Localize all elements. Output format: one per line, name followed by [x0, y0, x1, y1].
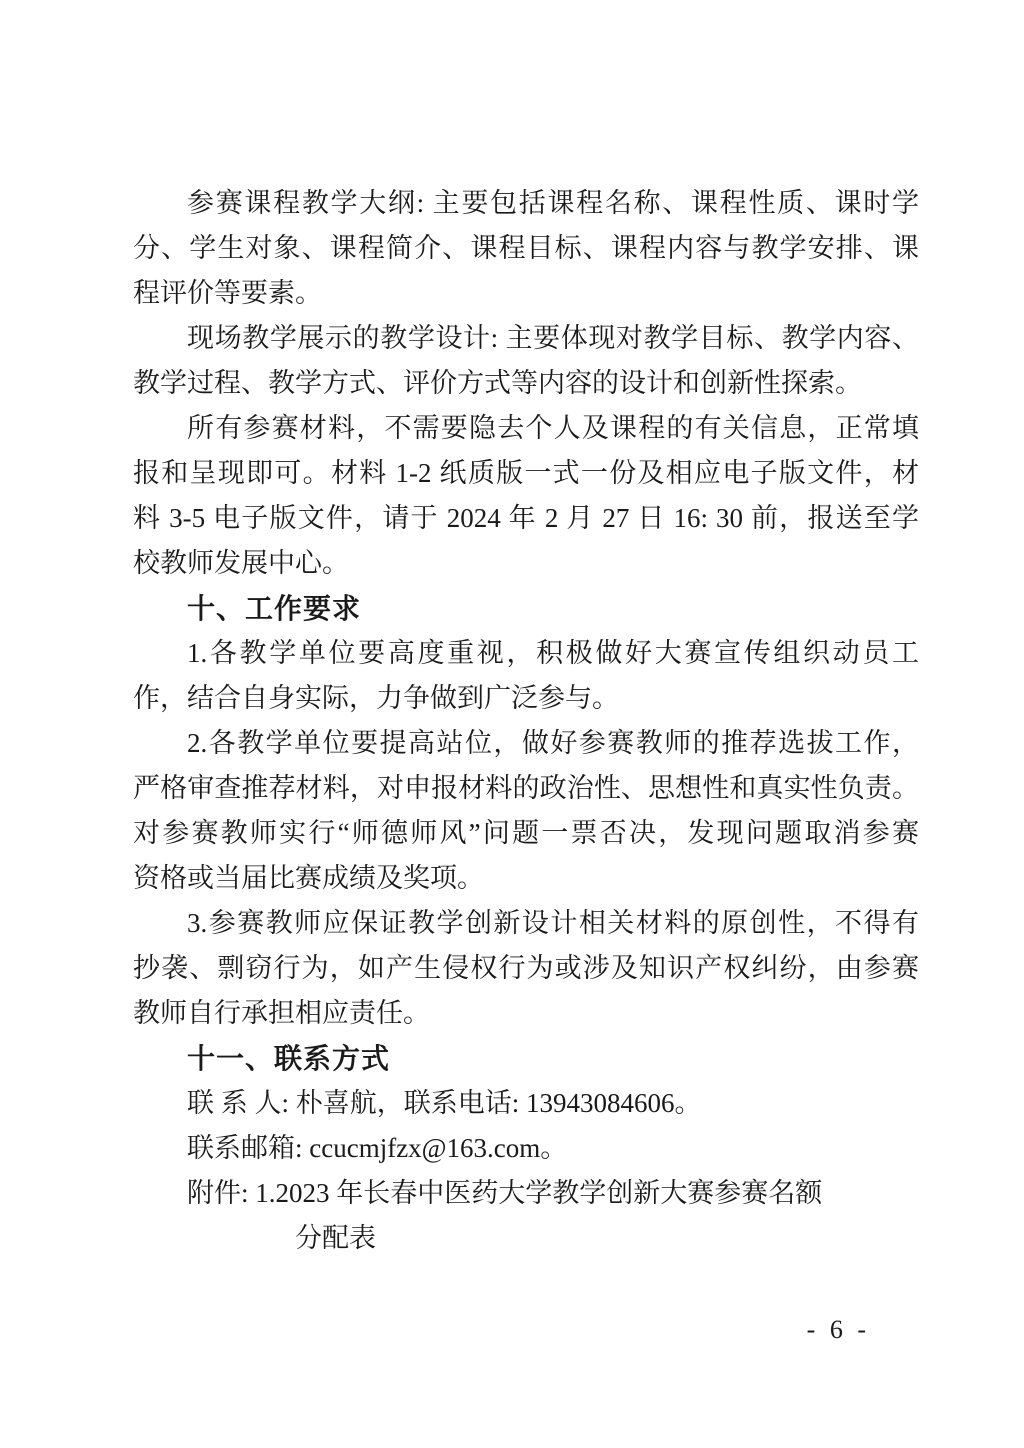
attachment-line: 附件: 1.2023 年长春中医药大学教学创新大赛参赛名额 [187, 1178, 823, 1208]
document-content [133, 181, 919, 1261]
doc-line: 严格审查推荐材料，对申报材料的政治性、思想性和真实性负责。 [133, 773, 919, 803]
doc-line: 作，结合自身实际，力争做到广泛参与。 [133, 683, 619, 713]
doc-line: 参赛课程教学大纲: 主要包括课程名称、课程性质、课时学 [187, 188, 919, 218]
doc-line: 料 3-5 电子版文件，请于 2024 年 2 月 27 日 16: 30 前，报送至学 [133, 503, 919, 533]
contact-person-line: 联 系 人: 朴喜航，联系电话: 13943084606。 [187, 1088, 702, 1118]
doc-line: 所有参赛材料，不需要隐去个人及课程的有关信息，正常填 [187, 413, 919, 443]
doc-line: 现场教学展示的教学设计: 主要体现对教学目标、教学内容、 [187, 323, 919, 353]
doc-line: 校教师发展中心。 [133, 548, 349, 578]
contact-email-line: 联系邮箱: ccucmjfzx@163.com。 [187, 1133, 568, 1163]
doc-line: 教学过程、教学方式、评价方式等内容的设计和创新性探索。 [133, 368, 862, 398]
doc-line: 抄袭、剽窃行为，如产生侵权行为或涉及知识产权纠纷，由参赛 [133, 953, 919, 983]
doc-line: 资格或当届比赛成绩及奖项。 [133, 863, 484, 893]
section-heading-work-requirements: 十、工作要求 [187, 593, 362, 624]
doc-line: 报和呈现即可。材料 1-2 纸质版一式一份及相应电子版文件，材 [133, 458, 919, 488]
doc-line: 2.各教学单位要提高站位，做好参赛教师的推荐选拔工作， [187, 728, 919, 758]
page-number: - 6 - [806, 1315, 866, 1344]
doc-line: 教师自行承担相应责任。 [133, 998, 430, 1028]
doc-line: 程评价等要素。 [133, 278, 322, 308]
doc-line: 对参赛教师实行“师德师风”问题一票否决，发现问题取消参赛 [133, 818, 919, 848]
attachment-line-continued: 分配表 [295, 1223, 376, 1253]
doc-line: 分、学生对象、课程简介、课程目标、课程内容与教学安排、课 [133, 233, 919, 263]
doc-line: 1.各教学单位要高度重视，积极做好大赛宣传组织动员工 [187, 638, 919, 668]
doc-line: 3.参赛教师应保证教学创新设计相关材料的原创性，不得有 [187, 908, 919, 938]
section-heading-contact: 十一、联系方式 [187, 1043, 391, 1074]
